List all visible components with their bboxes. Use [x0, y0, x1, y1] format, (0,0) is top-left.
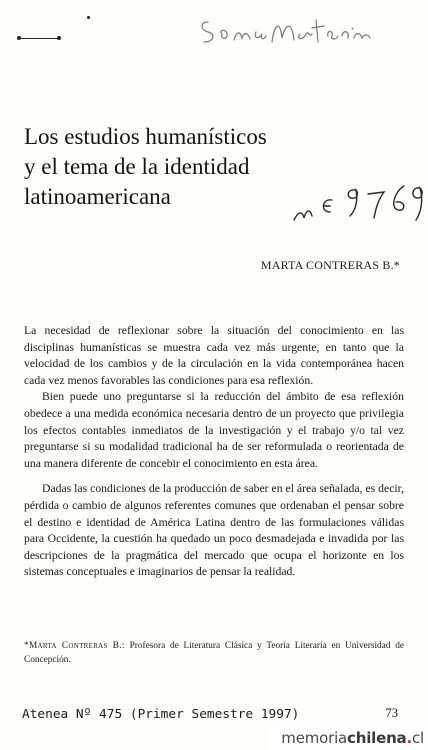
footnote-text: Profesora de Literatura Clásica y Teoría Literaria en Universidad de Concepción. — [24, 641, 404, 665]
journal-citation: Atenea Nº 475 (Primer Semestre 1997) — [22, 707, 300, 722]
article-body — [24, 323, 404, 581]
watermark-dot: . — [406, 729, 412, 747]
footnote-author: *Marta Contreras B.: — [24, 641, 125, 651]
watermark-brand: memoria — [281, 729, 348, 747]
scan-mark-dot — [87, 16, 90, 19]
author-name: MARTA CONTRERAS B.* — [260, 258, 400, 272]
paragraph: Dadas las condiciones de la producción de saber en el área señalada, es decir, pérdida o cambio de algunos referentes comunes que ordenaban el pensar sobre el destino e identidad de América Latina dentro de las formulaciones válidas para Occidente, la cuestión ha quedado un poco desmadejada e invadida por las descripciones de la pragmática del mercado que ocupa el horizonte en los sistemas conceptuales e imaginarios de pensar la realidad. — [24, 482, 404, 579]
page-number: 73 — [385, 706, 398, 720]
scan-mark-dot — [57, 36, 61, 40]
watermark-tld: cl — [411, 729, 424, 747]
scan-mark-line — [18, 38, 60, 39]
title-line: latinoamericana — [24, 184, 171, 209]
title-line: y el tema de la identidad — [24, 154, 250, 179]
watermark-brand-bold: chilena — [347, 729, 407, 747]
title-line: Los estudios humanísticos — [24, 124, 267, 149]
paragraph: Bien puede uno preguntarse si la reducción del ámbito de esa reflexión obedece a una medida económica necesaria dentro de un proyecto que privilegia los efectos contables inmediatos de la investigación y el trabajo y/o tal vez preguntarse si su modalidad tradicional ha de ser reformulada o reorientada de una manera diferente de concebir el conocimiento en esta área. — [24, 390, 404, 470]
footnote — [24, 640, 404, 667]
watermark-logo — [266, 726, 426, 750]
paragraph: La necesidad de reflexionar sobre la situación del conocimiento en las disciplinas humanísticas se muestra cada vez más urgente, en tanto que la velocidad de los cambios y de la circulación en la vida contemporánea hacen cada vez menos favorables las condiciones para esa reflexión. — [24, 324, 404, 387]
article-title — [24, 122, 404, 212]
handwritten-signature — [196, 8, 376, 52]
